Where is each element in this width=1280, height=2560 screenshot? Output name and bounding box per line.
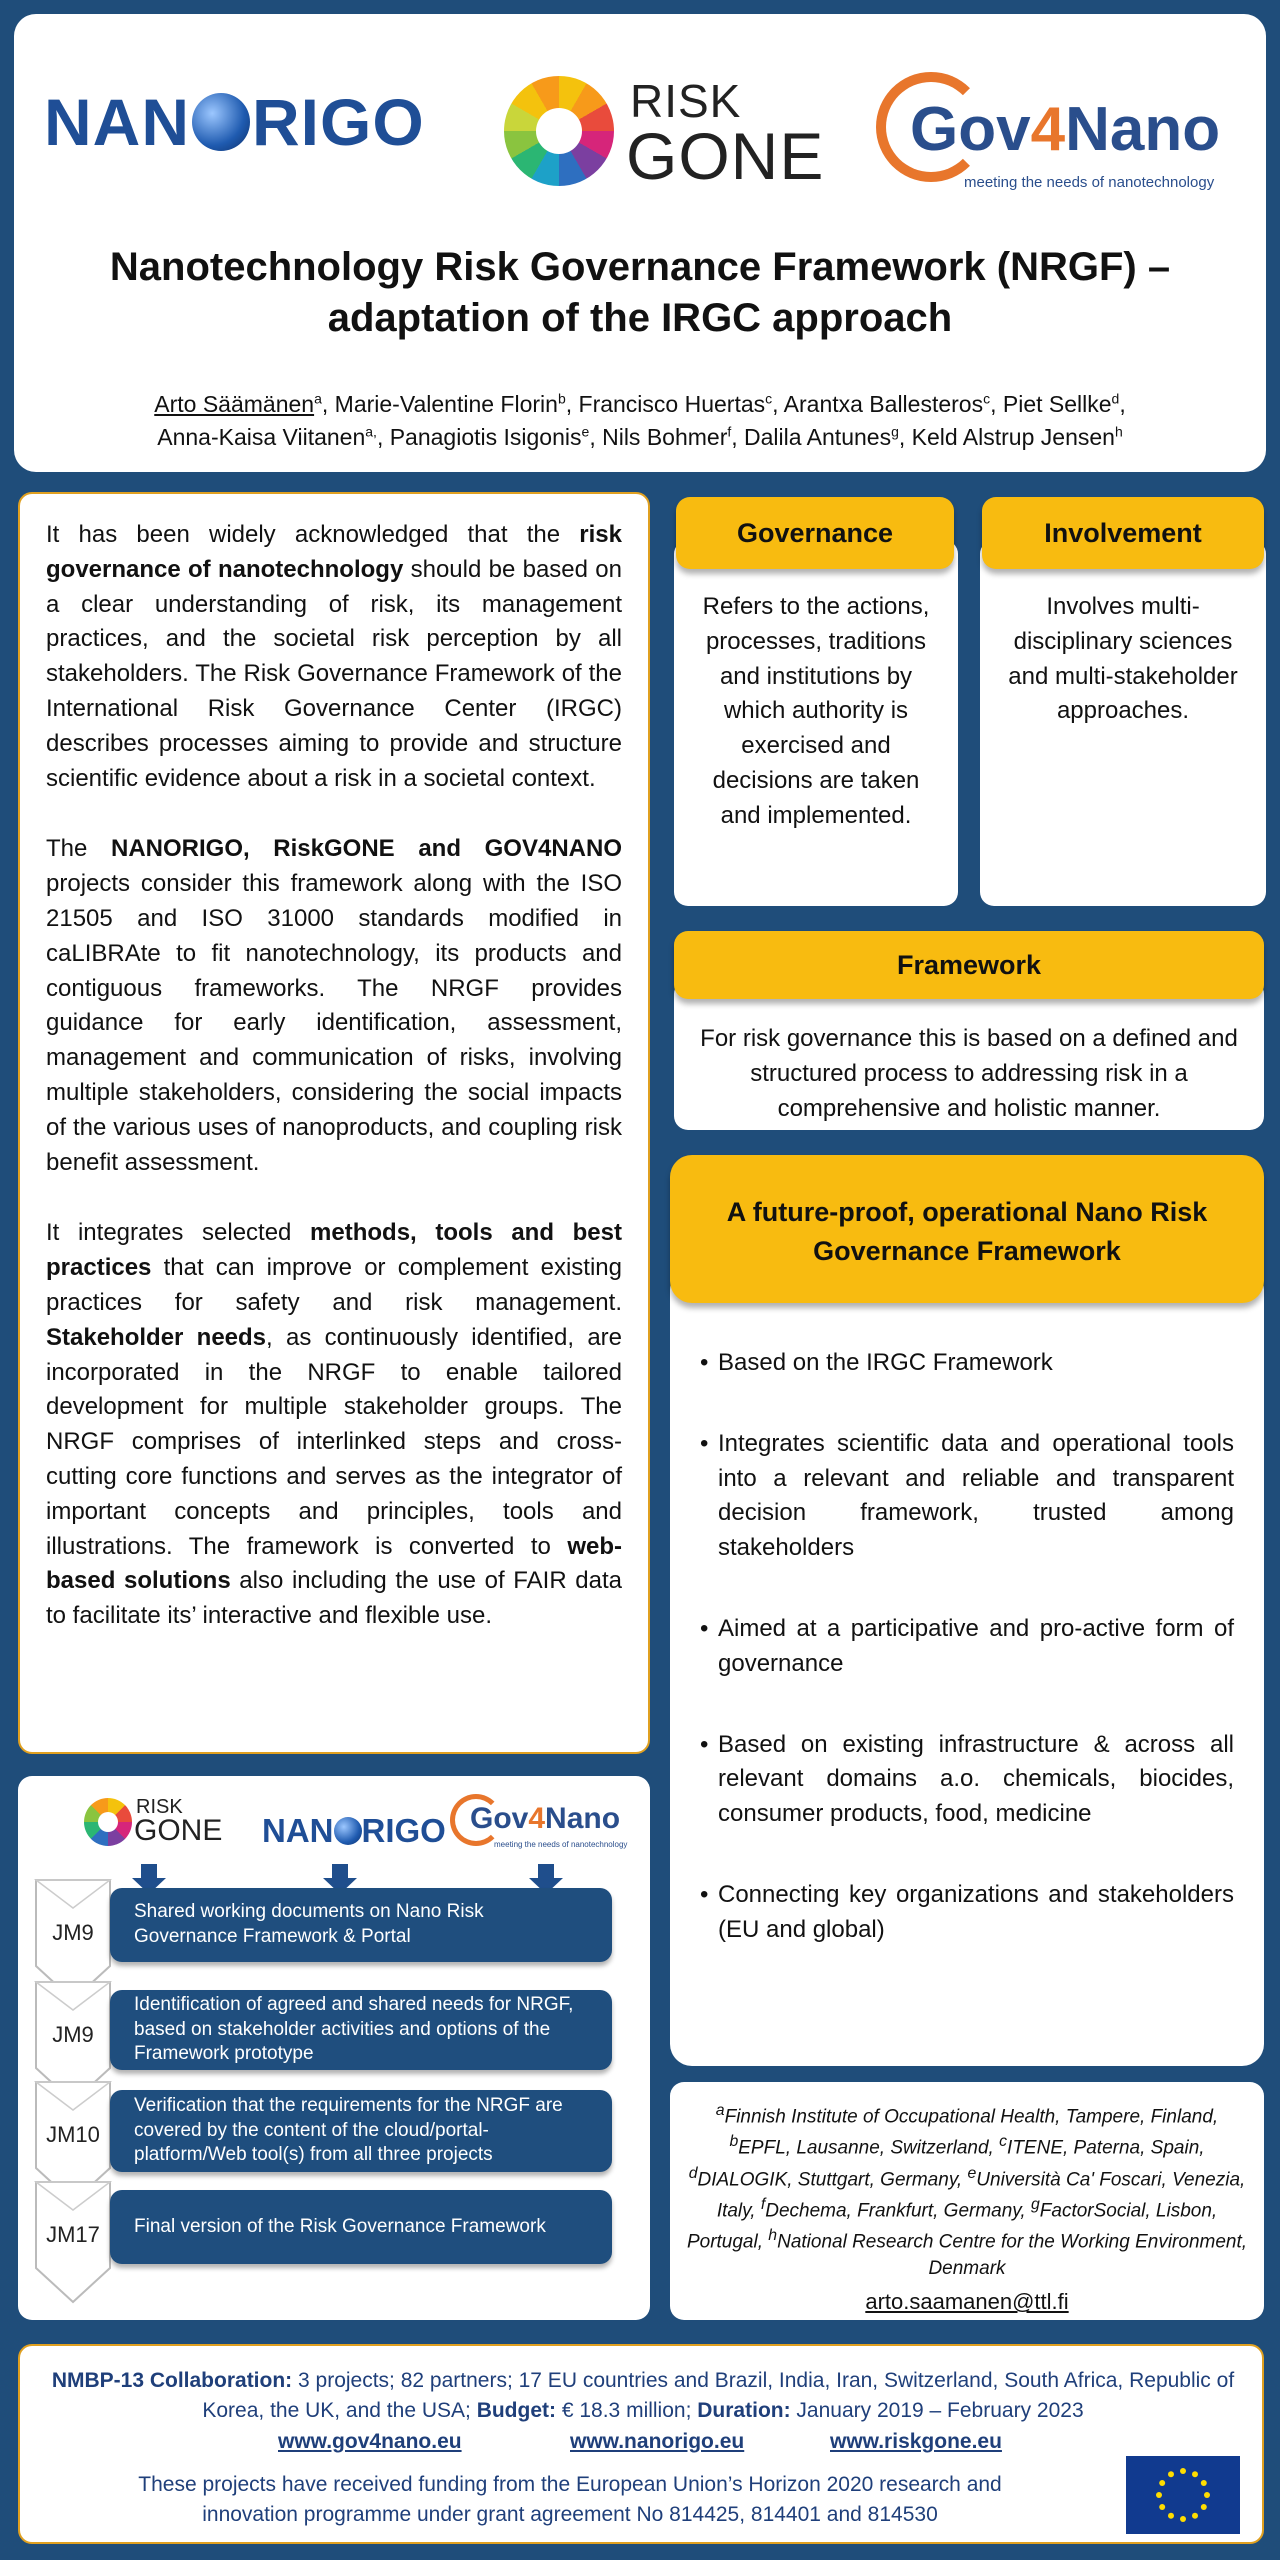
nanorigo-mini-text-b: RIGO — [361, 1812, 446, 1849]
affiliation-text: Dechema, Frankfurt, Germany, — [765, 2200, 1031, 2222]
gov4nano-logo — [864, 58, 1254, 198]
affiliation-mark: b — [729, 2133, 739, 2151]
author-affiliation-mark: h — [1114, 423, 1123, 440]
body-text: should be based on a clear understanding of risk, its management practices, and the societal risk perception by all stakeholders. The Risk Governance Framework of the International Risk Governance Center (IRGC) describes processes aiming to provide and structure scientific evidence about a risk in a societal context. — [46, 555, 622, 792]
governance-heading: Governance — [676, 497, 954, 569]
eu-star-icon — [1168, 2513, 1174, 2519]
author-name: Anna-Kaisa Viitanen — [157, 424, 366, 451]
funding-statement: These projects have received funding from the European Union’s Horizon 2020 research and innovation programme under grant agreement No 814425, 814401 and 814530 — [138, 2473, 1002, 2527]
eu-star-icon — [1201, 2480, 1207, 2486]
intro-paragraph-1 — [46, 518, 622, 796]
title-line-1: Nanotechnology Risk Governance Framework (NRGF) – — [109, 245, 1171, 289]
nanorigo-logo — [44, 84, 425, 160]
nanorigo-mini-logo — [262, 1812, 446, 1850]
eu-star-icon — [1204, 2492, 1210, 2498]
author-affiliation-mark: a, — [365, 423, 377, 440]
governance-text: Refers to the actions, processes, traditions and institutions by which authority is exercised and decisions are taken and implemented. — [702, 593, 930, 829]
author-name: Dalila Antunes — [744, 424, 892, 451]
globe-icon — [334, 1817, 362, 1845]
emphasis-text: web-based solutions — [46, 1532, 622, 1595]
gov4nano-mini-four: 4 — [528, 1802, 546, 1835]
author-affiliation-mark: d — [1111, 390, 1120, 407]
governance-box — [674, 540, 958, 906]
gov4nano-pre: Gov — [910, 95, 1031, 164]
affiliation-text: DIALOGIK, Stuttgart, Germany, — [697, 2168, 968, 2190]
body-text: that can improve or complement existing practices for safety and risk management. — [46, 1254, 622, 1316]
emphasis-text: NANORIGO, RiskGONE and GOV4NANO — [111, 835, 622, 863]
riskgone-logo-line1: RISK — [630, 75, 742, 127]
author-affiliation-mark: f — [727, 423, 732, 440]
riskgone-mini-line2: GONE — [134, 1814, 223, 1847]
author-name: Arantxa Ballesteros — [783, 391, 984, 417]
riskgone-flower-icon — [504, 76, 614, 186]
emphasis-text: methods, tools and best practices — [46, 1219, 622, 1282]
bullet-item: • Connecting key organizations and stakeholders (EU and global) — [700, 1878, 1234, 1948]
framework-box — [674, 980, 1264, 1130]
affiliation-text: Finnish Institute of Occupational Health, Tampere, Finland, — [724, 2106, 1219, 2128]
body-text: , as continuously identified, are incorporated in the NRGF to enable tailored development for multiple stakeholder groups. The NRGF comprises of interlinked steps and cross-cutting core functions and serves as the integrator of important concepts and principles, tools and illustrations. The framework is converted to — [46, 1323, 622, 1560]
author-name: Arto Säämänen — [154, 391, 315, 417]
affiliation-text: EPFL, Lausanne, Switzerland, — [738, 2137, 1000, 2159]
body-text: It has been widely acknowledged that the — [46, 521, 580, 548]
affiliation-text: National Research Centre for the Working Environment, Denmark — [777, 2231, 1248, 2280]
author-list: Arto Säämänen$^a$, Marie-Valentine Florin$^b$, Francisco Huertas$^c$, Arantxa Ballesteros$^c$, Piet Sellke$^d$, Anna-Kaisa Viitanen$^{a,}$, Panagiotis Isigonis$^e$, Nils Bohmer$^f$, Dalila Antunes$^g$, Keld Alstrup Jensen$^h$ — [154, 390, 1126, 451]
eu-star-icon — [1192, 2513, 1198, 2519]
future-proof-bullet-list — [700, 1346, 1234, 1948]
gov4nano-mini-logo — [450, 1794, 630, 1858]
author-affiliation-mark: c — [983, 390, 991, 407]
footer-card — [18, 2344, 1264, 2544]
eu-star-icon — [1201, 2504, 1207, 2510]
budget-label: Budget: — [476, 2399, 557, 2423]
affiliation-mark: d — [688, 2164, 698, 2182]
collaboration-info — [40, 2366, 1246, 2427]
intro-paragraph-2 — [46, 832, 622, 1180]
gov4nano-post: Nano — [1065, 95, 1221, 164]
timeline-step-text: Final version of the Risk Governance Framework — [134, 2215, 546, 2237]
riskgone-logo-line2: GONE — [626, 119, 825, 193]
riskgone-flower-icon — [84, 1798, 132, 1846]
eu-star-icon — [1180, 2516, 1186, 2522]
author-affiliation-mark: g — [891, 423, 899, 440]
intro-text-card — [18, 492, 650, 1754]
duration-text: January 2019 – February 2023 — [790, 2399, 1084, 2423]
affiliations-text — [686, 2100, 1248, 2283]
milestone-label: JM10 — [46, 2122, 100, 2147]
emphasis-text: Stakeholder needs — [46, 1323, 267, 1351]
timeline-step — [110, 2090, 612, 2172]
timeline-step-text: Identification of agreed and shared needs for NRGF, based on stakeholder activities and options of the Framework prototype — [134, 1993, 574, 2065]
involvement-heading: Involvement — [982, 497, 1264, 569]
timeline-step — [110, 1990, 612, 2070]
affiliation-text: FactorSocial, Lisbon, Portugal, — [686, 2200, 1218, 2253]
timeline-step-text: Verification that the requirements for the NRGF are covered by the content of the cloud/portal-platform/Web tool(s) from all three projects — [134, 2094, 563, 2166]
milestone-label: JM9 — [52, 2022, 94, 2047]
body-text: It integrates selected — [46, 1219, 311, 1247]
nanorigo-mini-text-a: NAN — [262, 1812, 334, 1849]
header-card — [14, 14, 1266, 472]
author-affiliation-mark: c — [765, 390, 773, 407]
bullet-item: • Based on the IRGC Framework — [700, 1346, 1234, 1381]
affiliation-text: Università Ca' Foscari, Venezia, Italy, — [716, 2168, 1246, 2222]
author-name: Panagiotis Isigonis — [389, 424, 582, 451]
gov4nano-tagline: meeting the needs of nanotechnology — [964, 174, 1215, 191]
framework-heading: Framework — [674, 931, 1264, 999]
eu-flag-icon — [1126, 2456, 1240, 2534]
contact-email-link[interactable]: arto.saamanen@ttl.fi — [865, 2289, 1069, 2315]
body-text: The — [46, 835, 111, 863]
bullet-item: • Based on existing infrastructure & across all relevant domains a.o. chemicals, biocides, consumer products, food, medicine — [700, 1728, 1234, 1832]
eu-star-icon — [1159, 2504, 1165, 2510]
budget-text: € 18.3 million; — [556, 2399, 698, 2423]
body-text: also including the use of FAIR data to facilitate its’ interactive and flexible use. — [46, 1567, 622, 1630]
collab-text: 3 projects; 82 partners; 17 EU countries and Brazil, India, Iran, Switzerland, South Africa, Republic of Korea, the UK, and the USA; — [202, 2369, 1235, 2423]
nanorigo-logo-text-b: RIGO — [252, 85, 425, 159]
emphasis-text: risk governance of nanotechnology — [46, 521, 622, 583]
riskgone-logo — [488, 56, 825, 196]
affiliation-mark: e — [967, 2164, 977, 2182]
future-proof-heading: A future-proof, operational Nano Risk Governance Framework — [670, 1155, 1264, 1303]
riskgone-mini-line1: RISK — [136, 1796, 183, 1818]
author-name: Francisco Huertas — [578, 391, 766, 417]
framework-text: For risk governance this is based on a defined and structured process to addressing risk in a comprehensive and holistic manner. — [700, 1025, 1238, 1122]
nanorigo-link[interactable]: www.nanorigo.eu — [570, 2430, 745, 2453]
author-name: Marie-Valentine Florin — [334, 391, 558, 417]
milestone-chevron — [34, 2180, 112, 2300]
eu-star-icon — [1159, 2480, 1165, 2486]
collab-label: NMBP-13 Collaboration: — [51, 2369, 293, 2392]
author-affiliation-mark: e — [581, 423, 590, 440]
bullet-item: • Aimed at a participative and pro-active form of governance — [700, 1612, 1234, 1682]
timeline-card — [18, 1776, 650, 2320]
author-affiliation-mark: b — [557, 390, 566, 407]
timeline-step-text: Shared working documents on Nano Risk Governance Framework & Portal — [134, 1901, 484, 1947]
author-name: Keld Alstrup Jensen — [911, 424, 1115, 451]
nanorigo-logo-text-a: NAN — [44, 85, 190, 159]
author-name: Nils Bohmer — [602, 424, 728, 451]
eu-star-icon — [1156, 2492, 1162, 2498]
gov4nano-mini-pre: Gov — [470, 1802, 529, 1835]
affiliation-text: ITENE, Paterna, Spain, — [1007, 2137, 1205, 2159]
affiliation-mark: c — [999, 2133, 1008, 2151]
body-text: projects consider this framework along with the ISO 21505 and ISO 31000 standards modified in caLIBRAte to fit nanotechnology, its products and contiguous frameworks. The NRGF provides guidance for early identification, assessment, management and communication of risks, involving multiple stakeholders, considering the social impacts of the various uses of nanoproducts, and coupling risk benefit assessment. — [46, 870, 622, 1176]
affiliation-mark: h — [768, 2227, 778, 2245]
poster-title — [54, 242, 1226, 344]
affiliations-card — [670, 2082, 1264, 2320]
author-affiliation-mark: a — [314, 390, 322, 407]
gov4nano-link[interactable]: www.gov4nano.eu — [278, 2430, 462, 2453]
riskgone-link[interactable]: www.riskgone.eu — [830, 2430, 1002, 2453]
logo-row — [14, 44, 1266, 194]
gov4nano-mini-tagline: meeting the needs of nanotechnology — [494, 1840, 628, 1849]
riskgone-mini-logo — [84, 1798, 224, 1858]
affiliation-mark: f — [760, 2195, 766, 2213]
timeline-step — [110, 2190, 612, 2264]
involvement-text: Involves multi-disciplinary sciences and multi-stakeholder approaches. — [1008, 593, 1238, 725]
title-line-2: adaptation of the IRGC approach — [327, 296, 953, 341]
milestone-label: JM9 — [52, 1920, 94, 1945]
intro-paragraph-3 — [46, 1216, 622, 1634]
affiliation-mark: a — [715, 2102, 725, 2119]
bullet-item: • Integrates scientific data and operational tools into a relevant and reliable and transparent decision framework, trusted among stakeholders — [700, 1427, 1234, 1566]
affiliation-mark: g — [1030, 2195, 1040, 2213]
globe-icon — [192, 93, 250, 151]
eu-star-icon — [1192, 2471, 1198, 2477]
eu-star-icon — [1168, 2471, 1174, 2477]
involvement-box — [980, 540, 1266, 906]
gov4nano-four: 4 — [1030, 95, 1066, 164]
future-proof-box — [670, 1268, 1264, 2066]
gov4nano-mini-post: Nano — [545, 1802, 621, 1835]
author-name: Piet Sellke — [1002, 391, 1112, 417]
duration-label: Duration: — [697, 2399, 791, 2423]
eu-star-icon — [1180, 2468, 1186, 2474]
milestone-label: JM17 — [46, 2222, 100, 2247]
gov4nano-wordmark — [910, 94, 1220, 165]
timeline-step — [110, 1888, 612, 1962]
gov4nano-mini-wordmark — [470, 1802, 620, 1836]
